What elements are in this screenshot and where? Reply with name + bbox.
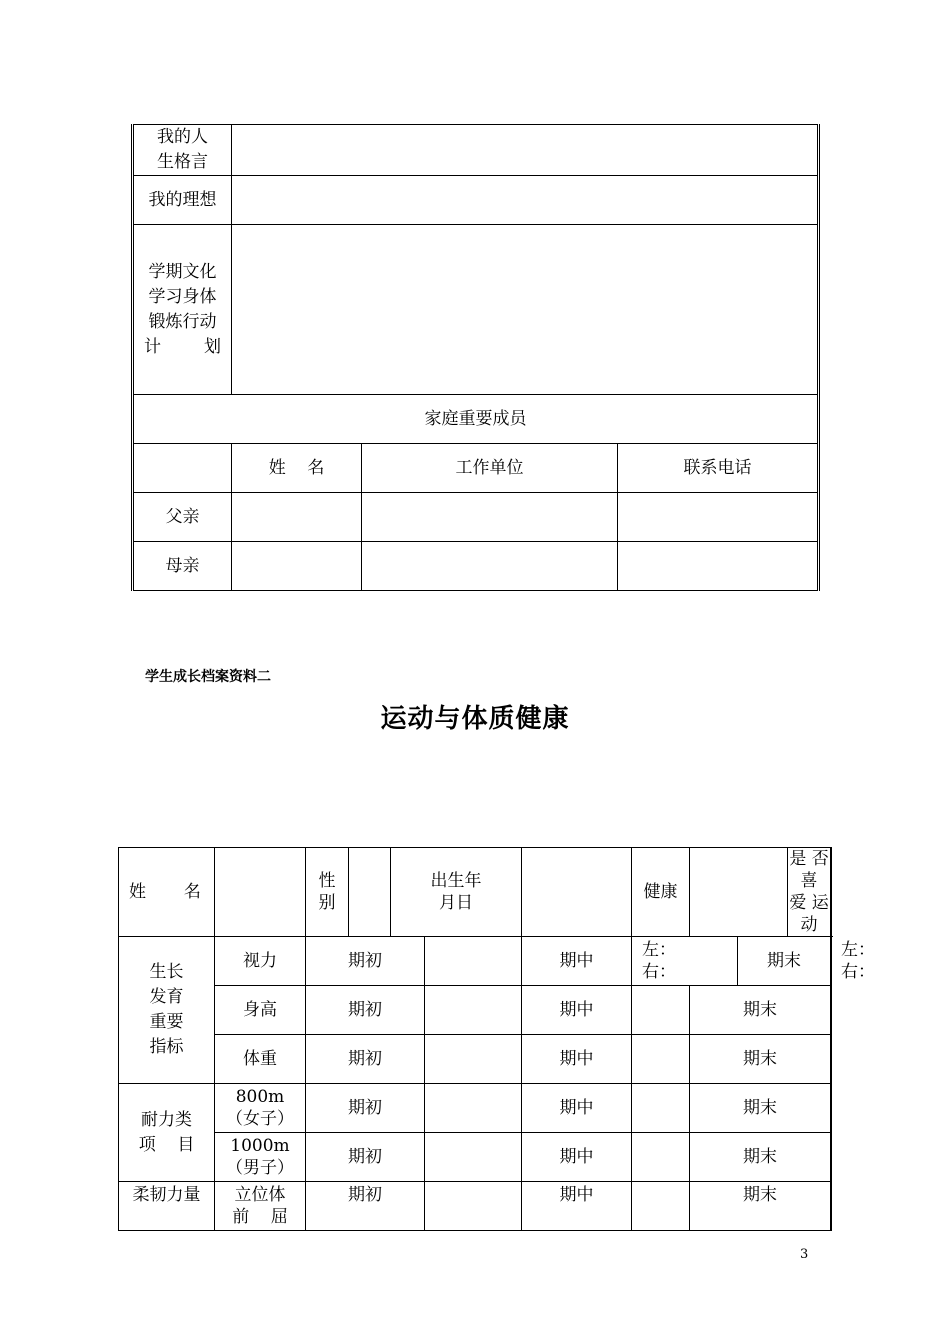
mother-work-cell [362,542,618,591]
health-value-cell [690,848,788,937]
height-term-mid-value [632,986,690,1035]
endurance-label: 耐力类 项 目 [119,1084,215,1182]
height-term-start-value [425,986,522,1035]
run-1000m-term-mid-value [632,1133,690,1182]
sit-and-reach-term-mid-label: 期中 [522,1182,632,1231]
vision-term-mid-label: 期中 [522,937,632,986]
motto-field [232,125,819,176]
family-corner-cell [133,444,232,493]
weight-term-start-label: 期初 [306,1035,425,1084]
height-term-end-label: 期末 [690,986,831,1035]
sit-and-reach-term-start-label: 期初 [306,1182,425,1231]
page-number: 3 [800,1247,809,1262]
run-1000m-term-mid-label: 期中 [522,1133,632,1182]
page-title: 运动与体质健康 [380,704,570,734]
vision-label: 视力 [215,937,306,986]
family-header: 家庭重要成员 [133,395,819,444]
sit-and-reach-label: 立位体 前 屈 [215,1182,306,1231]
vision-term-end-label: 期末 [738,937,831,986]
row-father: 父亲 [133,493,232,542]
height-label: 身高 [215,986,306,1035]
weight-term-end-label: 期末 [690,1035,831,1084]
run-800m-term-end-label: 期末 [690,1084,831,1133]
weight-label: 体重 [215,1035,306,1084]
vision-term-mid-value: 左： 右： [632,937,738,986]
weight-term-start-value [425,1035,522,1084]
sit-and-reach-term-end-value [831,1182,832,1231]
vision-term-start-label: 期初 [306,937,425,986]
likes-sport-label: 是 否 喜 爱 运动 [789,849,829,935]
height-term-mid-label: 期中 [522,986,632,1035]
motto-label: 我的人 生格言 [133,125,232,176]
height-term-end-value [831,986,832,1035]
run-1000m-term-end-value [831,1133,832,1182]
gender-label: 性 别 [306,848,349,937]
name-value-cell [215,848,306,937]
plan-label: 学期文化 学习身体 锻炼行动 计 划 [133,225,232,395]
run-800m-term-mid-value [632,1084,690,1133]
height-term-start-label: 期初 [306,986,425,1035]
father-phone-cell [618,493,819,542]
growth-indicators-label: 生长 发育 重要 指标 [119,937,215,1084]
run-800m-label: 800m （女子） [215,1084,306,1133]
col-work-unit: 工作单位 [362,444,618,493]
section-label: 学生成长档案资料二 [145,669,271,685]
plan-field [232,225,819,395]
father-name-cell [232,493,362,542]
fitness-table [118,847,876,1231]
birth-label: 出生年 月日 [391,848,522,937]
weight-term-mid-label: 期中 [522,1035,632,1084]
vision-term-start-value [425,937,522,986]
mother-phone-cell [618,542,819,591]
sit-and-reach-term-mid-value [632,1182,690,1231]
run-800m-term-end-value [831,1084,832,1133]
father-work-cell [362,493,618,542]
col-name: 姓 名 [232,444,362,493]
flexibility-strength-label: 柔韧力量 [119,1182,215,1231]
run-800m-term-start-value [425,1084,522,1133]
ideal-field [232,176,819,225]
sit-and-reach-term-end-label: 期末 [690,1182,831,1231]
birth-value-cell [522,848,632,937]
vision-term-end-value: 左： 右： [841,940,876,982]
ideal-label: 我的理想 [133,176,232,225]
weight-term-mid-value [632,1035,690,1084]
personal-info-table [131,124,820,591]
run-1000m-term-start-label: 期初 [306,1133,425,1182]
run-800m-term-mid-label: 期中 [522,1084,632,1133]
name-label: 姓 名 [119,848,215,937]
mother-name-cell [232,542,362,591]
run-1000m-label: 1000m （男子） [215,1133,306,1182]
row-mother: 母亲 [133,542,232,591]
col-phone: 联系电话 [618,444,819,493]
health-label: 健康 [632,848,690,937]
weight-term-end-value [831,1035,832,1084]
gender-value-cell [349,848,391,937]
run-800m-term-start-label: 期初 [306,1084,425,1133]
sit-and-reach-term-start-value [425,1182,522,1231]
run-1000m-term-end-label: 期末 [690,1133,831,1182]
run-1000m-term-start-value [425,1133,522,1182]
